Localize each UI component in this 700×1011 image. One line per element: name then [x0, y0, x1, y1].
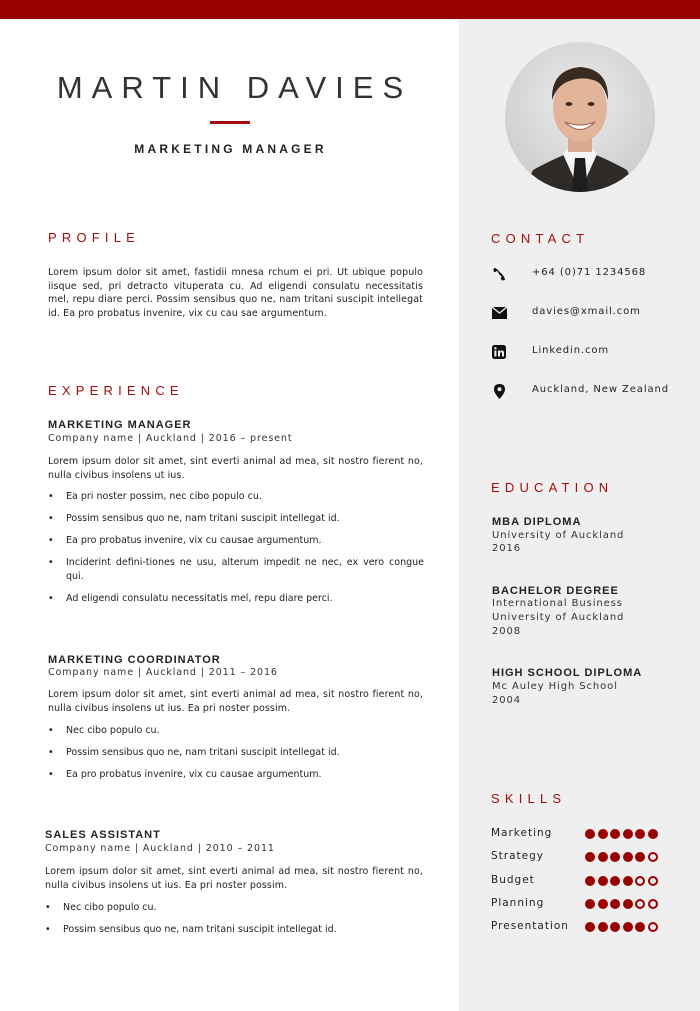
skill-rating: [585, 899, 658, 909]
filled-dot-icon: [623, 829, 633, 839]
empty-dot-icon: [635, 899, 645, 909]
list-item: • Nec cibo populo cu.: [48, 724, 424, 738]
experience-heading: EXPERIENCE: [48, 383, 184, 398]
job-title: SALES ASSISTANT: [45, 829, 161, 841]
education-line: Mc Auley High School: [492, 681, 618, 692]
list-item: • Nec cibo populo cu.: [45, 901, 424, 915]
contact-heading: CONTACT: [491, 231, 590, 246]
filled-dot-icon: [623, 876, 633, 886]
top-accent-bar: [0, 0, 700, 19]
candidate-name: MARTIN DAVIES: [56, 70, 413, 105]
filled-dot-icon: [585, 852, 595, 862]
education-line: 2004: [492, 695, 522, 706]
job-title-heading: MARKETING MANAGER: [134, 142, 327, 156]
envelope-icon: [491, 305, 507, 321]
skill-label: Marketing: [491, 827, 553, 839]
skill-rating: [585, 852, 658, 862]
filled-dot-icon: [598, 899, 608, 909]
filled-dot-icon: [610, 829, 620, 839]
filled-dot-icon: [610, 876, 620, 886]
skill-row: [491, 874, 681, 888]
education-title: HIGH SCHOOL DIPLOMA: [492, 667, 643, 679]
education-heading: EDUCATION: [491, 480, 614, 495]
map-pin-icon: [491, 383, 507, 399]
education-title: MBA DIPLOMA: [492, 516, 582, 528]
list-item: • Possim sensibus quo ne, nam tritani suscipit intellegat id.: [48, 512, 424, 526]
filled-dot-icon: [585, 829, 595, 839]
skill-label: Planning: [491, 897, 545, 909]
profile-heading: PROFILE: [48, 230, 141, 245]
list-item: • Ea pro probatus invenire, vix cu causae argumentum.: [48, 534, 424, 548]
contact-email-link[interactable]: davies@xmail.com: [532, 306, 641, 317]
filled-dot-icon: [585, 876, 595, 886]
phone-icon: [491, 266, 507, 282]
list-item: • Ea pri noster possim, nec cibo populo cu.: [48, 490, 424, 504]
education-line: 2008: [492, 626, 522, 637]
filled-dot-icon: [635, 829, 645, 839]
linkedin-icon: [491, 344, 507, 360]
skill-label: Presentation: [491, 920, 569, 932]
filled-dot-icon: [623, 852, 633, 862]
filled-dot-icon: [585, 899, 595, 909]
contact-phone-text: +64 (0)71 1234568: [532, 267, 647, 278]
job-bullets: [48, 724, 424, 790]
list-item: • Inciderint defini-tiones ne usu, alterum impedit ne nec, ex vero congue qui.: [48, 556, 424, 583]
job-bullets: [45, 901, 424, 945]
contact-email[interactable]: [491, 305, 641, 321]
contact-linkedin-link[interactable]: Linkedin.com: [532, 345, 610, 356]
name-divider: [210, 121, 250, 124]
job-meta: Company name | Auckland | 2010 – 2011: [45, 843, 275, 854]
education-line: University of Auckland: [492, 612, 625, 623]
skill-row: [491, 827, 681, 841]
education-line: International Business: [492, 598, 623, 609]
contact-location-text: Auckland, New Zealand: [532, 384, 670, 395]
job-summary: Lorem ipsum dolor sit amet, sint everti animal ad mea, sit nostro fierent no, nulla civibus insolens ut ius. Ea pri noster possim.: [45, 866, 423, 891]
job-title: MARKETING COORDINATOR: [48, 654, 221, 666]
skills-heading: SKILLS: [491, 791, 567, 806]
contact-phone: [491, 266, 647, 282]
list-item: • Ad eligendi consulatu necessitatis mel, repu diare perci.: [48, 592, 424, 606]
job-bullets: [48, 490, 424, 614]
empty-dot-icon: [648, 922, 658, 932]
education-line: 2016: [492, 543, 522, 554]
skill-row: [491, 897, 681, 911]
list-item: • Ea pro probatus invenire, vix cu causae argumentum.: [48, 768, 424, 782]
education-line: University of Auckland: [492, 530, 625, 541]
empty-dot-icon: [635, 876, 645, 886]
skill-row: [491, 920, 681, 934]
job-meta: Company name | Auckland | 2011 – 2016: [48, 667, 278, 678]
skill-rating: [585, 829, 658, 839]
filled-dot-icon: [598, 876, 608, 886]
job-summary: Lorem ipsum dolor sit amet, sint everti animal ad mea, sit nostro fierent no, nulla civibus insolens ut ius. Ea pri noster possim.: [48, 689, 423, 714]
empty-dot-icon: [648, 899, 658, 909]
filled-dot-icon: [648, 829, 658, 839]
filled-dot-icon: [610, 852, 620, 862]
profile-text: Lorem ipsum dolor sit amet, fastidii mnesa rchum ei pri. Ut ubique populo iisque sed, pri detracto vituperata cu. Ad eligendi consulatu necessitatis mel, repu diare perci. Possim sensibus quo ne, nam tritani suscipit intellegat id. Ea pro probatus invenire, vix cu cau sae argumentum.: [48, 267, 423, 319]
skill-label: Budget: [491, 874, 535, 886]
skill-rating: [585, 922, 658, 932]
list-item: • Possim sensibus quo ne, nam tritani suscipit intellegat id.: [48, 746, 424, 760]
avatar: [505, 42, 655, 192]
filled-dot-icon: [610, 899, 620, 909]
filled-dot-icon: [585, 922, 595, 932]
filled-dot-icon: [623, 922, 633, 932]
empty-dot-icon: [648, 852, 658, 862]
skill-rating: [585, 876, 658, 886]
job-meta: Company name | Auckland | 2016 – present: [48, 433, 293, 444]
filled-dot-icon: [610, 922, 620, 932]
filled-dot-icon: [598, 829, 608, 839]
job-summary: Lorem ipsum dolor sit amet, sint everti animal ad mea, sit nostro fierent no, nulla civibus insolens ut ius.: [48, 456, 423, 481]
list-item: • Possim sensibus quo ne, nam tritani suscipit intellegat id.: [45, 923, 424, 937]
empty-dot-icon: [648, 876, 658, 886]
filled-dot-icon: [635, 852, 645, 862]
filled-dot-icon: [598, 852, 608, 862]
contact-linkedin[interactable]: [491, 344, 610, 360]
contact-location: [491, 383, 670, 399]
portrait-photo: [505, 42, 655, 192]
job-title: MARKETING MANAGER: [48, 419, 192, 431]
filled-dot-icon: [598, 922, 608, 932]
skill-label: Strategy: [491, 850, 544, 862]
skill-row: [491, 850, 681, 864]
filled-dot-icon: [635, 922, 645, 932]
filled-dot-icon: [623, 899, 633, 909]
education-title: BACHELOR DEGREE: [492, 585, 619, 597]
